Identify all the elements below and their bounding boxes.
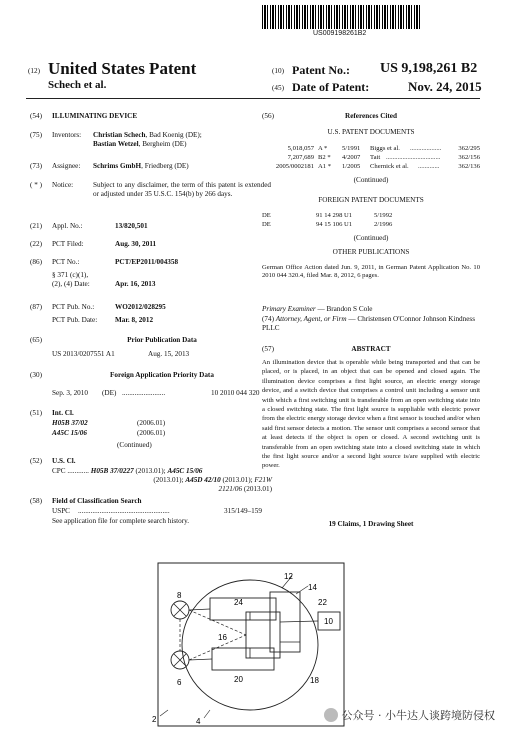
examiner-label: Primary Examiner <box>262 305 316 313</box>
code-22: (22) <box>30 240 42 248</box>
uspc-dots: ................................................... <box>78 507 170 515</box>
examiner-name: — Brandon S Cole <box>315 305 373 313</box>
inventors-label: Inventors: <box>52 131 82 139</box>
pct-pub-no-value: WO2012/028295 <box>115 303 166 311</box>
label-14: 14 <box>308 583 317 592</box>
claims-summary: 19 Claims, 1 Drawing Sheet <box>328 520 414 528</box>
us-doc-dots: ................... <box>410 145 442 152</box>
code-75: (75) <box>30 131 42 139</box>
cpc-2-date: (2013.01); <box>153 476 184 484</box>
patent-no-label: Patent No.: <box>292 63 350 77</box>
wire <box>189 659 212 660</box>
us-doc-date: 1/2005 <box>342 163 361 170</box>
us-doc-kind: A * <box>318 145 328 152</box>
foreign-app-heading: Foreign Application Priority Data <box>110 371 214 379</box>
label-12: 12 <box>284 572 293 581</box>
pct-no-value: PCT/EP2011/004358 <box>115 258 179 266</box>
leader-line <box>296 586 308 594</box>
field-search-label: Field of Classification Search <box>52 497 142 505</box>
code-86: (86) <box>30 258 42 266</box>
assignee-value <box>93 162 189 171</box>
see-application: See application file for complete search history. <box>52 517 190 525</box>
us-doc-kind: A1 * <box>318 163 332 170</box>
code-58: (58) <box>30 497 42 505</box>
us-docs-continued: (Continued) <box>353 176 389 184</box>
cpc-3-date: (2013.01); <box>222 476 253 484</box>
foreign-doc-no: 94 15 106 U1 <box>316 221 353 228</box>
block-16 <box>246 612 280 658</box>
s371-line-2: (2), (4) Date: <box>52 280 90 288</box>
inventor-short: Schech et al. <box>48 79 107 91</box>
code-10: (10) <box>272 67 284 75</box>
code-45: (45) <box>272 84 284 92</box>
foreign-app-date: Sep. 3, 2010 <box>52 389 88 397</box>
assignee-place: , Friedberg (DE) <box>141 162 189 170</box>
pct-pub-date-value: Mar. 8, 2012 <box>115 316 154 324</box>
wire <box>189 609 210 610</box>
us-docs-table <box>262 145 480 172</box>
us-doc-no: 7,207,689 <box>287 154 314 161</box>
code-57: (57) <box>262 345 274 353</box>
code-87: (87) <box>30 303 42 311</box>
int-cl-continued: (Continued) <box>117 441 152 449</box>
int-cl-2-code: A45C 15/06 <box>52 429 87 437</box>
assignee-name: Schrims GmbH <box>93 162 142 170</box>
cpc-1-date: (2013.01); <box>135 467 166 475</box>
cpc-1: H05B 37/0227 <box>90 467 134 475</box>
header-rule <box>26 98 480 99</box>
cpc-line-2 <box>52 476 272 485</box>
code-54: (54) <box>30 112 42 120</box>
cpc-2: A45C 15/06 <box>167 467 203 475</box>
label-24: 24 <box>234 598 243 607</box>
prior-pub-heading: Prior Publication Data <box>127 336 197 344</box>
label-6: 6 <box>177 678 182 687</box>
pct-pub-no-label: PCT Pub. No.: <box>52 303 95 311</box>
code-52: (52) <box>30 457 42 465</box>
foreign-docs-continued: (Continued) <box>353 234 389 242</box>
cpc-4: F21W <box>254 476 272 484</box>
abstract-heading: ABSTRACT <box>351 345 391 353</box>
us-doc-dots: ............. <box>418 163 440 170</box>
label-8: 8 <box>177 591 182 600</box>
inventors-value <box>93 131 273 149</box>
inventor-1-place: , Bad Koenig (DE); <box>145 131 202 139</box>
watermark-text: 公众号 · 小牛达人谈跨境防侵权 <box>341 709 495 722</box>
attorney-label: Attorney, Agent, or Firm <box>275 315 347 323</box>
barcode <box>262 5 422 29</box>
inventor-2-name: Bastian Wetzel <box>93 140 139 148</box>
foreign-doc-no: 91 14 298 U1 <box>316 212 353 219</box>
wire <box>280 621 318 622</box>
pct-filed-value: Aug. 30, 2011 <box>115 240 157 248</box>
label-20: 20 <box>234 675 243 684</box>
us-doc-name: Chernick et al. <box>370 163 409 170</box>
foreign-app-no: 10 2010 044 320 <box>211 389 260 397</box>
pct-no-label: PCT No.: <box>52 258 80 266</box>
wire-dashed <box>189 610 246 635</box>
foreign-app-country: (DE) <box>102 389 117 397</box>
label-18: 18 <box>310 676 319 685</box>
label-4: 4 <box>196 717 201 726</box>
code-73: (73) <box>30 162 42 170</box>
us-cl-label: U.S. Cl. <box>52 457 76 465</box>
label-16: 16 <box>218 633 227 642</box>
label-2: 2 <box>152 715 157 724</box>
other-pub-heading: OTHER PUBLICATIONS <box>332 248 410 256</box>
inventor-2-place: , Bergheim (DE) <box>138 140 187 148</box>
attorney-name: — Christensen O'Connor Johnson Kindness PLLC <box>262 315 476 332</box>
code-56: (56) <box>262 112 274 120</box>
foreign-docs-table <box>262 212 480 230</box>
foreign-doc-date: 5/1992 <box>374 212 393 219</box>
us-doc-no: 5,018,057 <box>287 145 314 152</box>
invention-title: ILLUMINATING DEVICE <box>52 112 138 120</box>
label-22: 22 <box>318 598 327 607</box>
us-doc-date: 4/2007 <box>342 154 361 161</box>
us-docs-heading: U.S. PATENT DOCUMENTS <box>327 128 415 136</box>
date-label: Date of Patent: <box>292 80 370 94</box>
int-cl-label: Int. Cl. <box>52 409 74 417</box>
us-doc-class: 362/295 <box>458 145 480 152</box>
code-65: (65) <box>30 336 42 344</box>
cpc-5-date: (2013.01) <box>243 485 272 493</box>
prior-pub-no: US 2013/0207551 A1 <box>52 350 115 358</box>
foreign-doc-row <box>262 221 480 230</box>
code-21: (21) <box>30 222 42 230</box>
uspc-value: 315/149–159 <box>224 507 262 515</box>
code-30: (30) <box>30 371 42 379</box>
wechat-icon <box>324 708 338 722</box>
code-51: (51) <box>30 409 42 417</box>
code-74: (74) <box>262 315 274 323</box>
uspc-label: USPC <box>52 507 70 515</box>
other-pub-text: German Office Action dated Jun. 9, 2011, in German Patent Application No. 10 2010 044 320.4, filed Mar. 8, 2012, 6 pages. <box>262 264 480 280</box>
s371-date: Apr. 16, 2013 <box>115 280 156 288</box>
attorney-line <box>262 315 480 333</box>
us-doc-kind: B2 * <box>318 154 331 161</box>
cpc-3: A45D 42/10 <box>185 476 221 484</box>
block-24 <box>210 598 276 620</box>
pct-filed-label: PCT Filed: <box>52 240 84 248</box>
us-doc-name: Tait <box>370 154 381 161</box>
s371-line-1: § 371 (c)(1), <box>52 271 89 279</box>
cpc-line-3 <box>52 485 272 494</box>
int-cl-1-date: (2006.01) <box>137 419 166 427</box>
patent-type: United States Patent <box>48 59 197 78</box>
us-doc-dots: ................................. <box>386 154 441 161</box>
notice-text: Subject to any disclaimer, the term of this patent is extended or adjusted under 35 U.S.C. 154(b) by 266 days. <box>93 181 271 198</box>
patent-drawing <box>150 560 350 730</box>
us-doc-row <box>262 154 480 163</box>
object-ellipse <box>182 580 318 710</box>
foreign-app-dots: ........................ <box>122 389 166 397</box>
watermark <box>324 707 496 723</box>
foreign-doc-country: DE <box>262 221 271 228</box>
appl-no-value: 13/820,501 <box>115 222 148 230</box>
assignee-label: Assignee: <box>52 162 81 170</box>
notice-label: Notice: <box>52 181 74 189</box>
date-value: Nov. 24, 2015 <box>408 79 482 94</box>
references-heading: References Cited <box>345 112 397 120</box>
appl-no-label: Appl. No.: <box>52 222 83 230</box>
us-doc-class: 362/136 <box>458 163 480 170</box>
leader-line <box>160 710 168 716</box>
leader-line <box>204 710 210 718</box>
us-doc-name: Biggs et al. <box>370 145 400 152</box>
us-doc-no: 2005/0002181 <box>275 163 314 170</box>
label-10: 10 <box>324 617 333 626</box>
inventor-1-name: Christian Schech <box>93 131 146 139</box>
code-12: (12) <box>28 67 40 75</box>
foreign-docs-heading: FOREIGN PATENT DOCUMENTS <box>318 196 424 204</box>
us-doc-row <box>262 163 480 172</box>
code-notice: ( * ) <box>30 181 42 189</box>
us-doc-row <box>262 145 480 154</box>
examiner-line <box>262 305 480 314</box>
foreign-doc-date: 2/1996 <box>374 221 393 228</box>
block-20 <box>212 648 274 670</box>
pct-pub-date-label: PCT Pub. Date: <box>52 316 98 324</box>
abstract-text: An illumination device that is operable while being transported and that can be placed, or is placed, in an object that can be opened and closed again. The illumination device comprises a first light source, an electric energy storage device, and a switch device that comprises a control unit including a sensor unit with which a first switching unit is transferable from an open switching state into a closed switching state. The first light source is suppliable with electric power from the electric energy storage device when a first sensor is touched and/or when said first sensor detects a motion. The sensor unit comprises a second sensor that at least detects if the object is open or closed. A second switching unit is transferable from an open switching state into a closed switching state in which the first light source and/or a second light source is/are supplied with electric power. <box>262 359 480 470</box>
int-cl-1-code: H05B 37/02 <box>52 419 88 427</box>
cpc-label: CPC ............ <box>52 467 89 475</box>
prior-pub-date: Aug. 15, 2013 <box>148 350 190 358</box>
us-doc-date: 5/1991 <box>342 145 361 152</box>
cpc-line-1 <box>52 467 274 476</box>
int-cl-2-date: (2006.01) <box>137 429 166 437</box>
barcode-number: US009198261B2 <box>313 30 367 37</box>
foreign-doc-row <box>262 212 480 221</box>
cpc-5: 2121/06 <box>218 485 243 493</box>
us-doc-class: 362/156 <box>458 154 480 161</box>
patent-no: US 9,198,261 B2 <box>380 61 478 76</box>
foreign-doc-country: DE <box>262 212 271 219</box>
